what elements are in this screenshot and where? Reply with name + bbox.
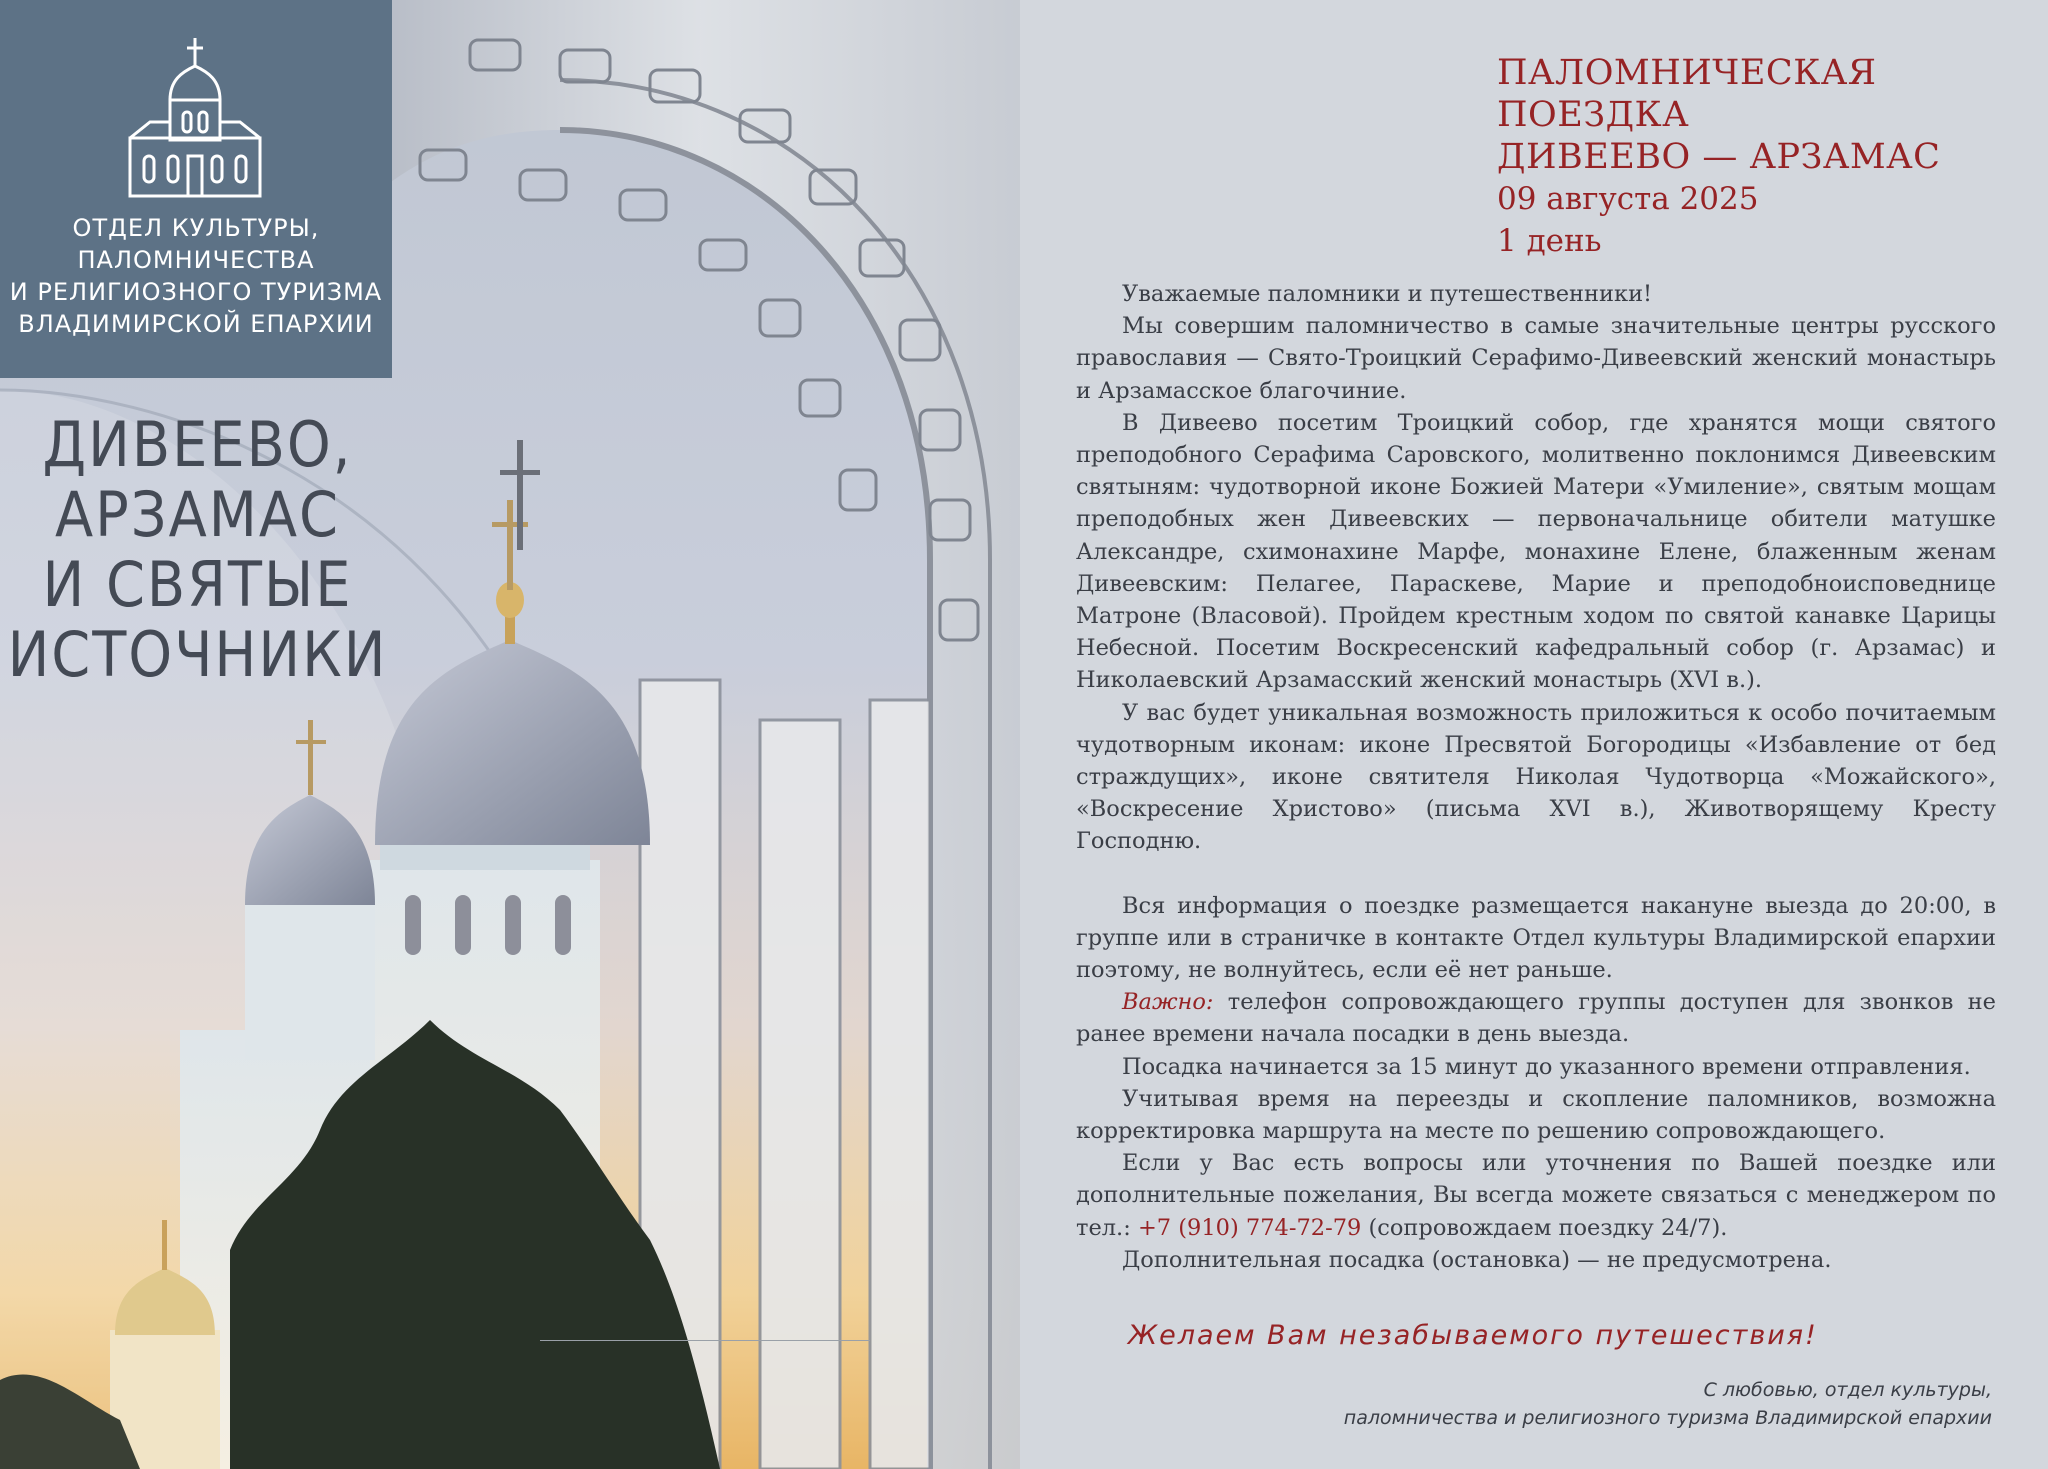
signature-line: паломничества и религиозного туризма Владимирской епархии	[1343, 1407, 1992, 1429]
farewell-wish: Желаем Вам незабываемого путешествия!	[1128, 1320, 1818, 1351]
cover-title-line: ИСТОЧНИКИ	[7, 618, 388, 691]
cover-title	[0, 410, 395, 690]
logo-line: ОТДЕЛ КУЛЬТУРЫ,	[72, 214, 320, 242]
trip-duration: 1 день	[1497, 223, 1602, 259]
spacer	[1076, 858, 1996, 890]
cover-title-line: ДИВЕЕВО,	[42, 408, 353, 481]
trip-title-line: ПОЕЗДКА	[1497, 95, 1690, 135]
paragraph: Учитывая время на переезды и скопление паломников, возможна корректировка маршрута на месте по решению сопровождающего.	[1076, 1085, 1996, 1145]
paragraph: В Дивеево посетим Троицкий собор, где хранятся мощи святого преподобного Серафима Саровского, молитвенно поклонимся Дивеевским святыням: чудотворной иконе Божией Матери «Умиление», святым мощам преподобных жен Дивеевских — первоначальнице обители матушке Александре, схимонахине Марфе, монахине Елене, блаженным женам Дивеевским: Пелагее, Параскеве, Марие и преподобноисповеднице Матроне (Власовой). Пройдем крестным ходом по святой канавке Царицы Небесной. Посетим Воскресенский кафедральный собор (г. Арзамас) и Николаевский Арзамасский женский монастырь (XVI в.).	[1076, 409, 1996, 694]
important-text: телефон сопровождающего группы доступен для звонков не ранее времени начала посадки в день выезда.	[1076, 989, 1996, 1048]
diocese-department-name	[0, 212, 392, 340]
cover-title-line: АРЗАМАС	[55, 478, 340, 551]
trip-route: ДИВЕЕВО — АРЗАМАС	[1497, 137, 1941, 177]
contact-tail: (сопровождаем поездку 24/7).	[1361, 1214, 1728, 1241]
church-icon	[110, 38, 280, 198]
greeting: Уважаемые паломники и путешественники!	[1122, 281, 1653, 307]
paragraph: У вас будет уникальная возможность приложиться к особо почитаемым чудотворным иконам: иконе Пресвятой Богородицы «Избавление от бед страждущих», иконе святителя Николая Чудотворца «Можайского», «Воскресение Христово» (письма XVI в.), Животворящему Кресту Господню.	[1076, 699, 1996, 855]
contact-paragraph	[1076, 1147, 1996, 1244]
paragraph: Мы совершим паломничество в самые значительные центры русского православия — Свято-Троицкий Серафимо-Дивеевский женский монастырь и Арзамасское благочиние.	[1076, 313, 1996, 404]
trip-header	[1497, 52, 1940, 262]
signature-line: С любовью, отдел культуры,	[1703, 1379, 1992, 1401]
trip-description	[1076, 278, 1996, 1276]
trip-title-line: ПАЛОМНИЧЕСКАЯ	[1497, 53, 1877, 93]
phone-number[interactable]: +7 (910) 774-72-79	[1137, 1214, 1362, 1241]
logo-line: ПАЛОМНИЧЕСТВА	[77, 246, 315, 274]
paragraph: Вся информация о поездке размещается накануне выезда до 20:00, в группе или в страничке в контакте Отдел культуры Владимирской епархии поэтому, не волнуйтесь, если её нет раньше.	[1076, 892, 1996, 984]
paragraph: Посадка начинается за 15 минут до указанного времени отправления.	[1122, 1053, 1971, 1080]
logo-line: ВЛАДИМИРСКОЙ ЕПАРХИИ	[18, 310, 374, 338]
important-note	[1076, 986, 1996, 1050]
contact-text: Если у Вас есть вопросы или уточнения по Вашей поездке или дополнительные пожелания, Вы всегда можете связаться с менеджером по тел.:	[1076, 1150, 1996, 1241]
paragraph: Дополнительная посадка (остановка) — не предусмотрена.	[1122, 1246, 1832, 1273]
trip-date: 09 августа 2025	[1497, 181, 1759, 217]
signature	[1344, 1376, 1992, 1432]
diocese-logo-block	[0, 0, 392, 378]
logo-line: И РЕЛИГИОЗНОГО ТУРИЗМА	[9, 278, 383, 306]
divider	[540, 1340, 870, 1341]
important-label: Важно:	[1122, 989, 1214, 1016]
cover-title-line: И СВЯТЫЕ	[42, 548, 353, 621]
